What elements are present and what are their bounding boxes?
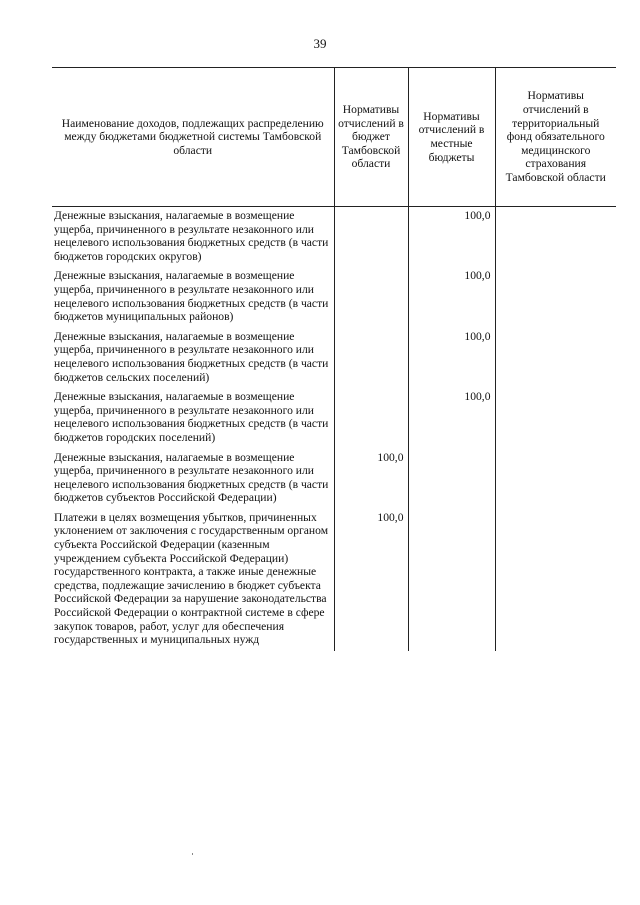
row-fund-value (495, 267, 616, 327)
row-revenue-name: Денежные взыскания, налагаемые в возмещение ущерба, причиненного в результате незаконного или нецелевого использования бюджетных средств (в части бюджетов сельских поселений) (54, 329, 329, 384)
row-revenue-name: Денежные взыскания, налагаемые в возмещение ущерба, причиненного в результате незаконного или нецелевого использования бюджетных средств (в части бюджетов муниципальных районов) (54, 269, 329, 324)
row-fund-value (495, 388, 616, 448)
table-row (52, 207, 616, 268)
table-row (52, 509, 616, 651)
row-revenue-name: Денежные взыскания, налагаемые в возмещение ущерба, причиненного в результате незаконного или нецелевого использования бюджетных средств (в части бюджетов субъектов Российской Федерации) (54, 450, 329, 505)
row-revenue-name: Платежи в целях возмещения убытков, причиненных уклонением от заключения с государственным органом субъекта Российской Федерации (казенным учреждением субъекта Российской Федерации) государственного контракта, а также иные денежные средства, подлежащие зачислению в бюджет субъекта Российской Федерации за нарушение законодательства Российской Федерации о контрактной системе в сфере закупок товаров, работ, услуг для обеспечения государственных и муниципальных нужд (54, 510, 329, 647)
header-health-insurance-fund: Нормативы отчислений в территориальный фонд обязательного медицинского страхования Тамбовской области (495, 68, 616, 207)
row-local-value: 100,0 (408, 328, 495, 388)
row-regional-value (334, 388, 408, 448)
row-regional-value: 100,0 (334, 509, 408, 651)
row-fund-value (495, 207, 616, 268)
header-regional-budget: Нормативы отчислений в бюджет Тамбовской области (334, 68, 408, 207)
row-local-value: 100,0 (408, 207, 495, 268)
row-fund-value (495, 449, 616, 509)
row-local-value: 100,0 (408, 267, 495, 327)
row-fund-value (495, 328, 616, 388)
row-regional-value (334, 328, 408, 388)
row-regional-value (334, 267, 408, 327)
row-fund-value (495, 509, 616, 651)
page-number: 39 (313, 36, 327, 51)
header-revenue-name: Наименование доходов, подлежащих распределению между бюджетами бюджетной системы Тамбовской области (52, 68, 334, 207)
table-row (52, 328, 616, 388)
table-row (52, 267, 616, 327)
table-row (52, 449, 616, 509)
scan-speck (192, 853, 193, 855)
row-local-value: 100,0 (408, 388, 495, 448)
row-revenue-name: Денежные взыскания, налагаемые в возмещение ущерба, причиненного в результате незаконного или нецелевого использования бюджетных средств (в части бюджетов городских поселений) (54, 390, 329, 444)
row-local-value (408, 509, 495, 651)
table-row (52, 388, 616, 448)
table-header-row (52, 68, 616, 207)
row-regional-value: 100,0 (334, 449, 408, 509)
row-revenue-name: Денежные взыскания, налагаемые в возмещение ущерба, причиненного в результате незаконного или нецелевого использования бюджетных средств (в части бюджетов городских округов) (54, 209, 329, 263)
row-local-value (408, 449, 495, 509)
header-local-budgets: Нормативы отчислений в местные бюджеты (408, 68, 495, 207)
row-regional-value (334, 207, 408, 268)
revenue-distribution-table (52, 67, 616, 651)
